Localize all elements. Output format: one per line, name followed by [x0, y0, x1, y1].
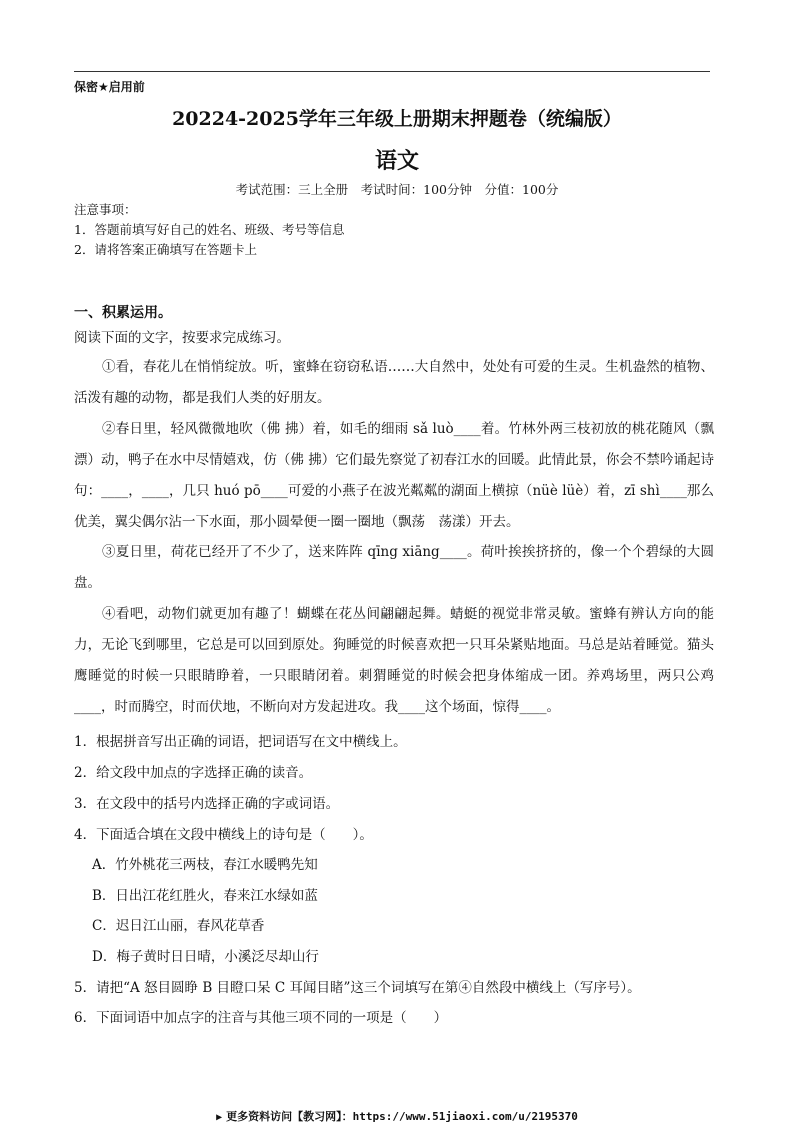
question-1: 1．根据拼音写出正确的词语，把词语写在文中横线上。: [74, 734, 407, 750]
subject-title: 语文: [374, 148, 419, 174]
question-6: 6．下面词语中加点字的注音与其他三项不同的一项是（ ）: [74, 1010, 448, 1026]
section-intro: 阅读下面的文字，按要求完成练习。: [74, 330, 290, 346]
passage-paragraph-2: ②春日里，轻风微微地吹（佛 拂）着，如毛的细雨 sǎ luò____着。竹林外两三枝初放的桃花随风（飘 漂）动，鸭子在水中尽情嬉戏，仿（佛 拂）它们最先察觉了初春江水的回暖。此情此景，你会不禁吟诵起诗句：____，____，几只 huó pō____可爱的小燕子在波光粼粼的湖面上横掠（nüè lüè）着，zī shì____那么优美，翼尖偶尔沾一下水面，那小圆晕便一圈一圈地（飘荡 荡漾）开去。: [74, 421, 714, 530]
section-heading: 一、积累运用。: [74, 305, 172, 321]
passage-paragraph-3: ③夏日里，荷花已经开了不少了，送来阵阵 qīng xiāng____。荷叶挨挨挤挤的，像一个个碧绿的大圆盘。: [74, 544, 714, 591]
passage-paragraph-1: ①看，春花儿在悄悄绽放。听，蜜蜂在窃窃私语……大自然中，处处有可爱的生灵。生机盎然的植物、活泼有趣的动物，都是我们人类的好朋友。: [74, 359, 714, 406]
question-5: 5．请把“A 怒目圆睁 B 目瞪口呆 C 耳闻目睹”这三个词填写在第④自然段中横线上（写序号）。: [74, 980, 641, 996]
notice-item: 1．答题前填写好自己的姓名、班级、考号等信息: [74, 222, 345, 237]
flag-icon: ▶: [216, 1112, 223, 1123]
notice-heading: 注意事项：: [74, 202, 137, 217]
question-3: 3．在文段中的括号内选择正确的字或词语。: [74, 796, 340, 812]
option-d: D．梅子黄时日日晴，小溪泛尽却山行: [92, 949, 319, 965]
exam-title: 20224-2025学年三年级上册期末押题卷（统编版）: [172, 108, 622, 130]
notice-block: [74, 200, 344, 260]
confidential-label: 保密★启用前: [74, 80, 145, 94]
option-c: C．迟日江山丽，春风花草香: [92, 918, 265, 934]
option-b: B．日出江花红胜火，春来江水绿如蓝: [92, 888, 318, 904]
question-4: 4．下面适合填在文段中横线上的诗句是（ ）。: [74, 827, 373, 843]
footer-text: 更多资料访问【教习网】：https://www.51jiaoxi.com/u/2195370: [226, 1110, 578, 1123]
footer-link[interactable]: [0, 1108, 794, 1124]
notice-item: 2．请将答案正确填写在答题卡上: [74, 242, 257, 257]
option-a: A．竹外桃花三两枝，春江水暖鸭先知: [92, 857, 318, 873]
question-2: 2．给文段中加点的字选择正确的读音。: [74, 765, 313, 781]
passage-paragraph-4: ④看吧，动物们就更加有趣了！蝴蝶在花丛间翩翩起舞。蜻蜓的视觉非常灵敏。蜜蜂有辨认方向的能力，无论飞到哪里，它总是可以回到原处。狗睡觉的时候喜欢把一只耳朵紧贴地面。马总是站着睡觉。猫头鹰睡觉的时候一只眼睛睁着，一只眼睛闭着。刺猬睡觉的时候会把身体缩成一团。养鸡场里，两只公鸡____，时而腾空，时而伏地，不断向对方发起进攻。我____这个场面，惊得____。: [74, 606, 714, 715]
exam-meta: 考试范围：三上全册 考试时间：100分钟 分值：100分: [235, 182, 559, 197]
top-rule: [74, 71, 710, 72]
